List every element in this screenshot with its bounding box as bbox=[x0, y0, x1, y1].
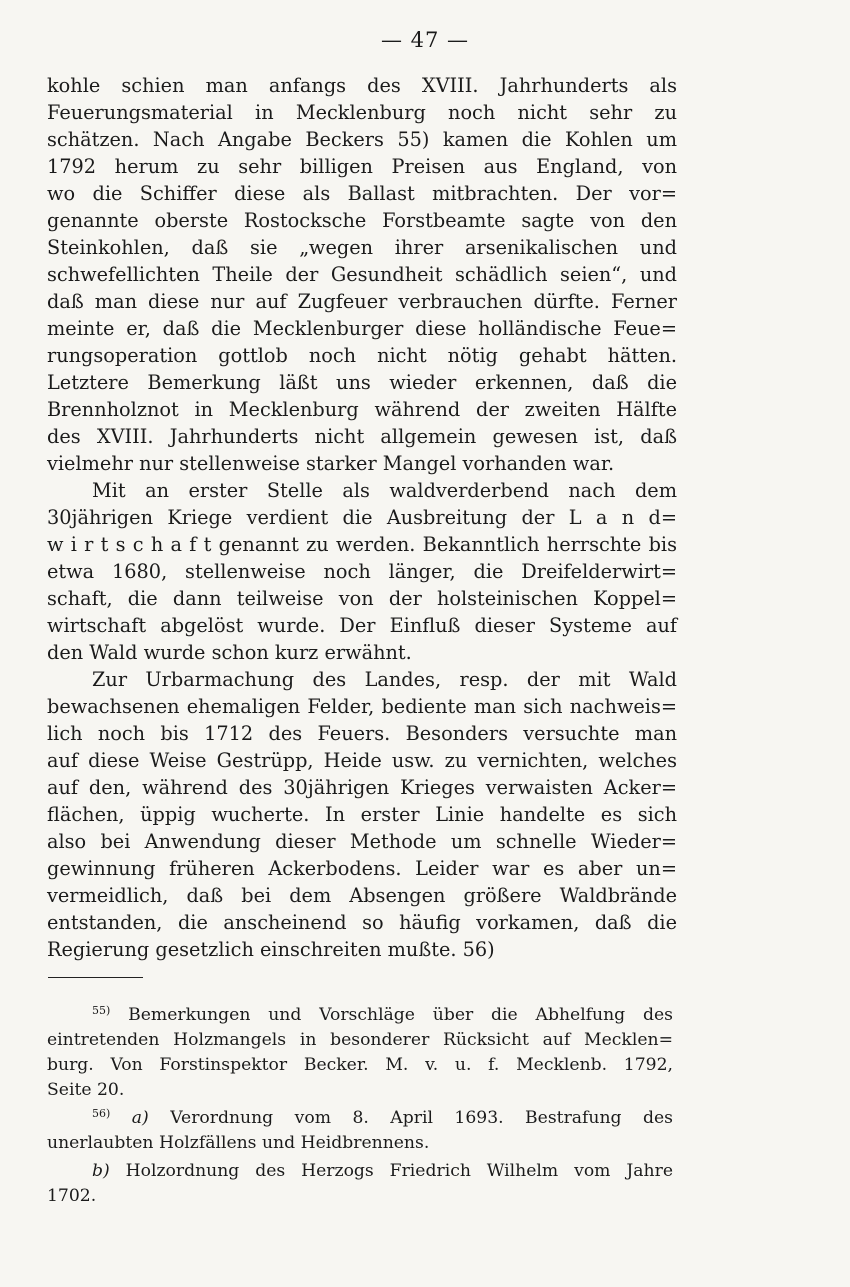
text-line: Mit an erster Stelle als waldverderbend nach dem bbox=[92, 479, 677, 502]
footnote-line: Seite 20. bbox=[47, 1080, 125, 1100]
text-line: den Wald wurde schon kurz erwähnt. bbox=[47, 641, 412, 664]
text-line: schaft, die dann teilweise von der holsteinischen Koppel= bbox=[47, 587, 677, 610]
footnote-56a bbox=[47, 1106, 673, 1156]
footnote-sub-marker: a) bbox=[131, 1108, 149, 1128]
text-line: Regierung gesetzlich einschreiten mußte. 56) bbox=[47, 938, 495, 961]
text-line: entstanden, die anscheinend so häufig vorkamen, daß die bbox=[47, 911, 677, 934]
text-line: Feuerungsmaterial in Mecklenburg noch nicht sehr zu bbox=[47, 101, 677, 124]
text-line: also bei Anwendung dieser Methode um schnelle Wieder= bbox=[47, 830, 677, 853]
footnote-line: unerlaubten Holzfällens und Heidbrennens. bbox=[47, 1133, 430, 1153]
footnote-line bbox=[47, 1159, 673, 1184]
text-line: flächen, üppig wucherte. In erster Linie handelte es sich bbox=[47, 803, 677, 826]
footnote-56b bbox=[47, 1159, 673, 1209]
text-line: schätzen. Nach Angabe Beckers 55) kamen die Kohlen um bbox=[47, 128, 677, 151]
text-line: gewinnung früheren Ackerbodens. Leider war es aber un= bbox=[47, 857, 677, 880]
footnote-line bbox=[47, 1106, 673, 1131]
footnote-line: eintretenden Holzmangels in besonderer Rücksicht auf Mecklen= bbox=[47, 1030, 673, 1050]
text-line: etwa 1680, stellenweise noch länger, die Dreifelderwirt= bbox=[47, 560, 677, 583]
text-line: wo die Schiffer diese als Ballast mitbrachten. Der vor= bbox=[47, 182, 677, 205]
text-line: schwefellichten Theile der Gesundheit schädlich seien“, und bbox=[47, 263, 677, 286]
text-line: w i r t s c h a f t genannt zu werden. Bekanntlich herrschte bis bbox=[47, 533, 677, 556]
footnote-55 bbox=[47, 1003, 673, 1103]
text-line: bewachsenen ehemaligen Felder, bediente man sich nachweis= bbox=[47, 695, 677, 718]
text-line: vermeidlich, daß bei dem Absengen größere Waldbrände bbox=[47, 884, 677, 907]
body-text bbox=[47, 72, 677, 963]
text-line: auf den, während des 30jährigen Krieges verwaisten Acker= bbox=[47, 776, 677, 799]
text-line: kohle schien man anfangs des XVIII. Jahrhunderts als bbox=[47, 74, 677, 97]
text-line: Steinkohlen, daß sie „wegen ihrer arsenikalischen und bbox=[47, 236, 677, 259]
text-line: Letztere Bemerkung läßt uns wieder erkennen, daß die bbox=[47, 371, 677, 394]
text-line: Brennholznot in Mecklenburg während der zweiten Hälfte bbox=[47, 398, 677, 421]
page-number: — 47 — bbox=[380, 28, 470, 52]
text-line: lich noch bis 1712 des Feuers. Besonders versuchte man bbox=[47, 722, 677, 745]
text-line: genannte oberste Rostocksche Forstbeamte sagte von den bbox=[47, 209, 677, 232]
footnote-divider bbox=[48, 977, 143, 978]
paragraph bbox=[47, 666, 677, 963]
footnotes bbox=[47, 1003, 673, 1212]
text-line: 1792 herum zu sehr billigen Preisen aus England, von bbox=[47, 155, 677, 178]
text-line: vielmehr nur stellenweise starker Mangel vorhanden war. bbox=[47, 452, 615, 475]
footnote-line: 1702. bbox=[47, 1186, 97, 1206]
footnote-marker: 55) bbox=[92, 1004, 111, 1017]
text-line: rungsoperation gottlob noch nicht nötig gehabt hätten. bbox=[47, 344, 677, 367]
footnote-line bbox=[47, 1003, 673, 1028]
footnote-text: Holzordnung des Herzogs Friedrich Wilhelm vom Jahre bbox=[125, 1161, 673, 1181]
paragraph bbox=[47, 72, 677, 477]
footnote-marker: 56) bbox=[92, 1107, 111, 1120]
footnote-sub-marker: b) bbox=[92, 1161, 110, 1181]
text-line: auf diese Weise Gestrüpp, Heide usw. zu vernichten, welches bbox=[47, 749, 677, 772]
footnote-text: Bemerkungen und Vorschläge über die Abhelfung des bbox=[128, 1005, 673, 1025]
text-line: Zur Urbarmachung des Landes, resp. der mit Wald bbox=[92, 668, 677, 691]
text-line: daß man diese nur auf Zugfeuer verbrauchen dürfte. Ferner bbox=[47, 290, 677, 313]
text-line: wirtschaft abgelöst wurde. Der Einfluß dieser Systeme auf bbox=[47, 614, 677, 637]
paragraph bbox=[47, 477, 677, 666]
text-line: 30jährigen Kriege verdient die Ausbreitung der L a n d= bbox=[47, 506, 677, 529]
text-line: meinte er, daß die Mecklenburger diese holländische Feue= bbox=[47, 317, 677, 340]
footnote-text: Verordnung vom 8. April 1693. Bestrafung des bbox=[170, 1108, 674, 1128]
text-line: des XVIII. Jahrhunderts nicht allgemein gewesen ist, daß bbox=[47, 425, 677, 448]
footnote-line: burg. Von Forstinspektor Becker. M. v. u. f. Mecklenb. 1792, bbox=[47, 1055, 673, 1075]
